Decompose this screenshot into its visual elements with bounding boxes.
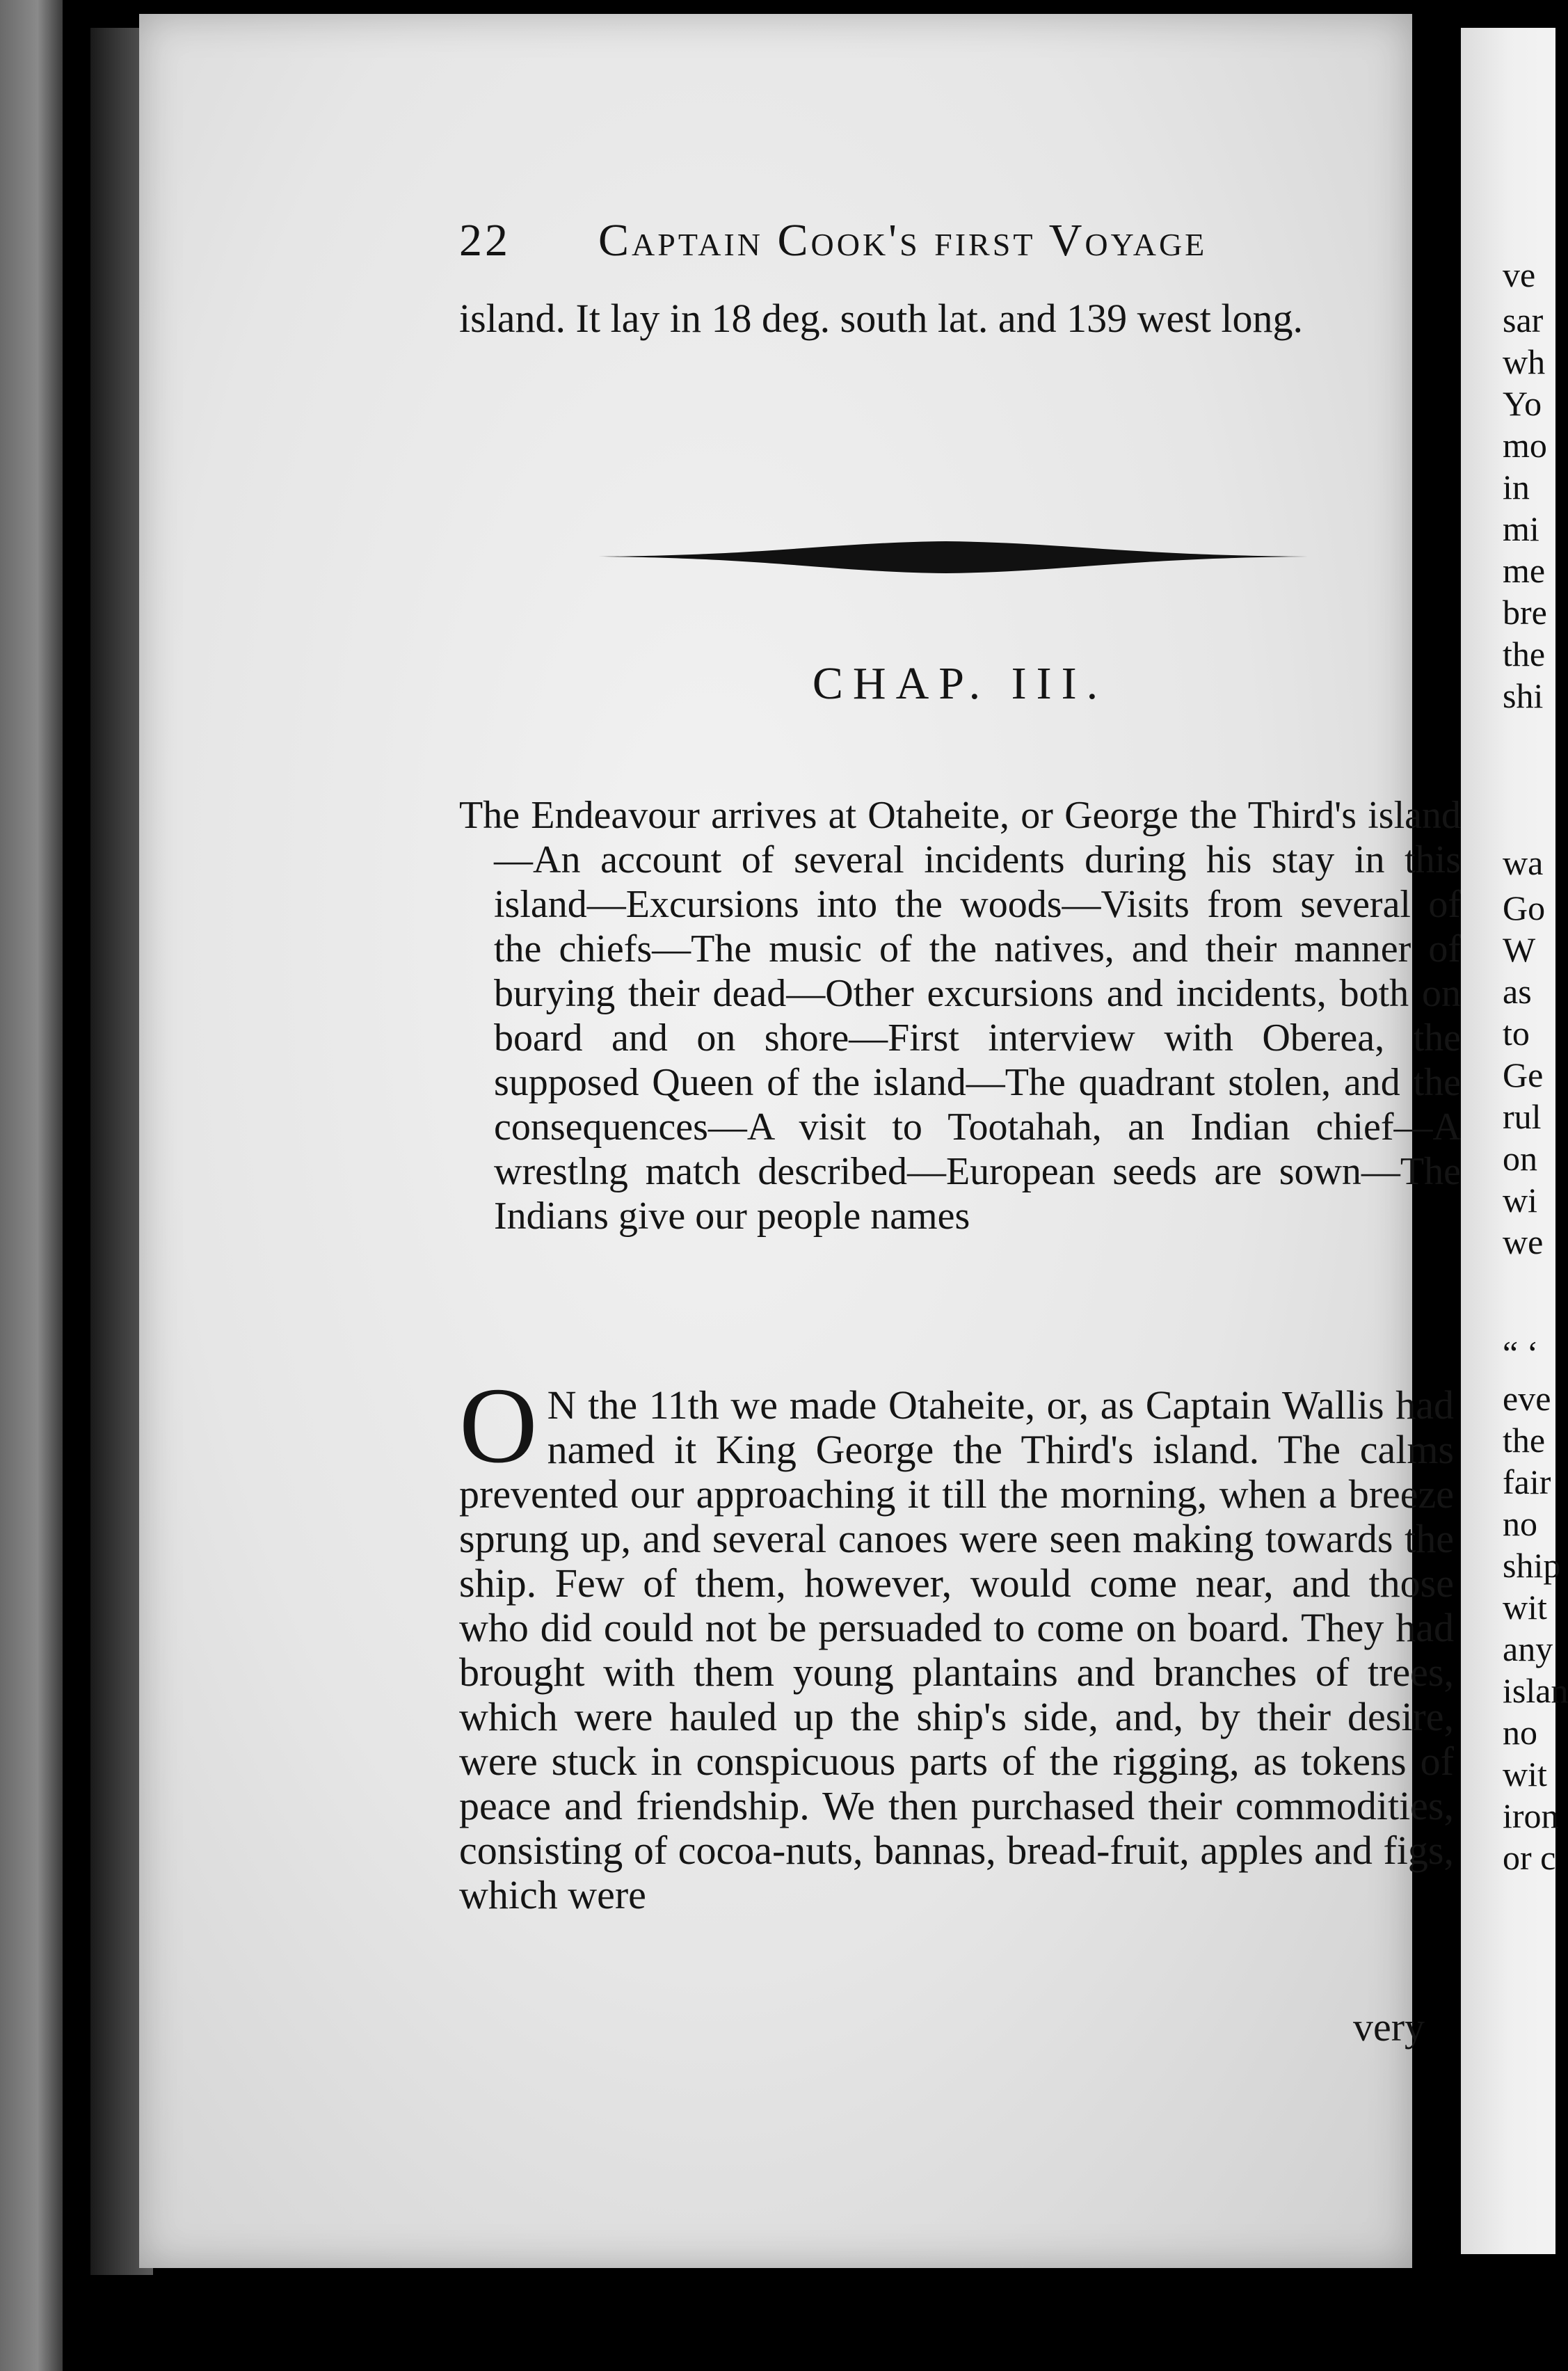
facing-fragment: Yo: [1503, 384, 1542, 423]
facing-fragment: wh: [1503, 342, 1546, 381]
facing-fragment: sar: [1503, 301, 1544, 340]
facing-fragment: W: [1503, 930, 1536, 969]
chapter-summary: The Endeavour arrives at Otaheite, or George the Third's island—An account of several incidents during his stay in this island—Excursions into the woods—Visits from several of the chiefs—The music of the natives, and their manner of burying their dead—Other excursions and incidents, both on board and on shore—First interview with Oberea, the supposed Queen of the island—The quadrant stolen, and the consequences—A visit to Tootahah, an Indian chief—A wrestlng match described—European seeds are sown—The Indians give our people names: [459, 794, 1461, 1238]
facing-fragment: any: [1503, 1629, 1553, 1668]
facing-fragment: eve: [1503, 1379, 1551, 1418]
body-paragraph: [459, 1365, 1454, 1917]
facing-fragment: fair: [1503, 1462, 1551, 1501]
facing-fragment: ve: [1503, 255, 1536, 294]
facing-fragment: islan: [1503, 1671, 1568, 1710]
running-head: [459, 214, 1336, 266]
book-edge: [0, 0, 63, 2371]
facing-fragment: mi: [1503, 509, 1539, 548]
facing-fragment: in: [1503, 468, 1530, 506]
facing-fragment: wa: [1503, 843, 1544, 882]
facing-fragment: wi: [1503, 1181, 1537, 1220]
facing-fragment: to: [1503, 1014, 1530, 1053]
facing-fragment: wit: [1503, 1588, 1547, 1627]
facing-fragment: as: [1503, 972, 1532, 1011]
facing-fragment: bre: [1503, 593, 1547, 632]
page-number: 22: [459, 215, 511, 266]
facing-page: [1461, 28, 1568, 2254]
body-text: N the 11th we made Otaheite, or, as Captain Wallis had named it King George the Third's island. The calms prevented our approaching it till the morning, when a breeze sprung up, and several canoes were seen making towards the ship. Few of them, however, would come near, and those who did could not be persuaded to come on board. They had brought with them young plantains and branches of trees, which were hauled up the ship's side, and, by their desire, were stuck in conspicuous parts of the rigging, as tokens of peace and friendship. We then purchased their commodities, consisting of cocoa-nuts, bannas, bread-fruit, apples and figs, which were: [459, 1382, 1454, 1917]
facing-fragment: ship: [1503, 1546, 1561, 1585]
drop-cap: O: [459, 1365, 538, 1485]
facing-fragment: on: [1503, 1139, 1537, 1178]
ornamental-divider: [598, 536, 1308, 577]
facing-fragment: wit: [1503, 1755, 1547, 1794]
facing-fragment: or c: [1503, 1838, 1556, 1877]
facing-fragment: we: [1503, 1222, 1544, 1261]
facing-fragment: the: [1503, 1421, 1546, 1460]
facing-fragment: the: [1503, 634, 1546, 673]
facing-fragment: Ge: [1503, 1055, 1544, 1094]
facing-fragment: no: [1503, 1713, 1537, 1752]
running-title: Captain Cook's first Voyage: [598, 215, 1208, 266]
facing-fragment: mo: [1503, 426, 1547, 465]
facing-fragment: no: [1503, 1504, 1537, 1543]
facing-fragment: iron: [1503, 1796, 1559, 1835]
facing-fragment: rul: [1503, 1097, 1542, 1136]
opening-paragraph: island. It lay in 18 deg. south lat. and 139 west long.: [459, 296, 1304, 341]
facing-fragment: shi: [1503, 676, 1544, 715]
facing-fragment: Go: [1503, 888, 1546, 927]
facing-fragment: me: [1503, 551, 1546, 590]
book-page: [139, 14, 1461, 2268]
catchword: very: [1353, 2004, 1425, 2050]
chapter-heading: CHAP. III.: [812, 658, 1108, 709]
facing-fragment: “ ‘: [1503, 1334, 1539, 1373]
